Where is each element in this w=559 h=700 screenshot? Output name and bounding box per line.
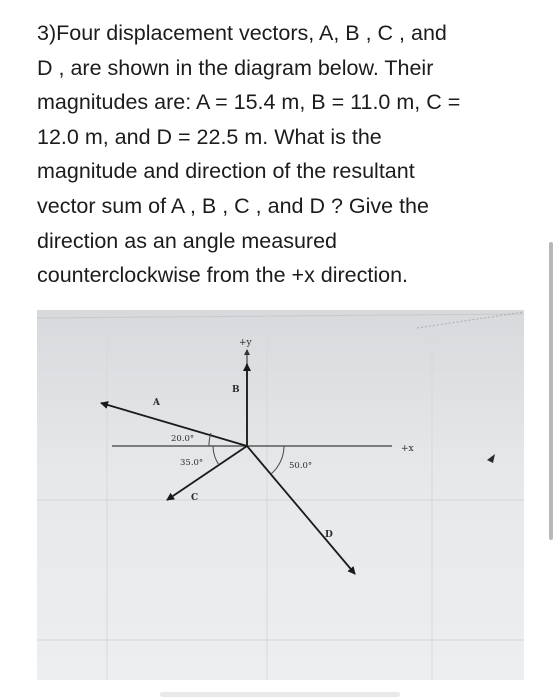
- vector-b-label: B: [232, 385, 240, 395]
- x-axis-label: +x: [401, 444, 414, 454]
- vector-d-label: D: [325, 530, 333, 540]
- question-line: D , are shown in the diagram below. Their: [37, 55, 434, 80]
- vector-diagram: [37, 310, 524, 680]
- angle-d-label: 50.0°: [289, 461, 313, 471]
- photo-crease: [37, 314, 524, 318]
- question-line: 12.0 m, and D = 22.5 m. What is the: [37, 124, 382, 149]
- question-line: counterclockwise from the +x direction.: [37, 263, 409, 288]
- question-line: magnitudes are: A = 15.4 m, B = 11.0 m, C =: [37, 90, 461, 115]
- angle-arc-d: [271, 446, 284, 474]
- question-line: 3)Four displacement vectors, A, B , C , and: [37, 21, 447, 45]
- scroll-indicator[interactable]: [549, 242, 553, 540]
- home-indicator[interactable]: [160, 692, 400, 697]
- vector-c-label: C: [191, 493, 199, 503]
- diagram-photo: [37, 310, 524, 680]
- question-line: direction as an angle measured: [37, 228, 337, 253]
- vector-a-label: A: [153, 398, 160, 408]
- cursor-icon: [487, 454, 495, 463]
- angle-a-label: 20.0°: [171, 434, 195, 444]
- y-axis-label: +y: [239, 338, 252, 348]
- question-text: [37, 16, 527, 293]
- question-line: magnitude and direction of the resultant: [37, 159, 415, 184]
- angle-c-label: 35.0°: [180, 458, 204, 468]
- angle-arc-c: [213, 446, 219, 465]
- question-line: vector sum of A , B , C , and D ? Give the: [37, 193, 429, 218]
- vector-c: [167, 446, 247, 500]
